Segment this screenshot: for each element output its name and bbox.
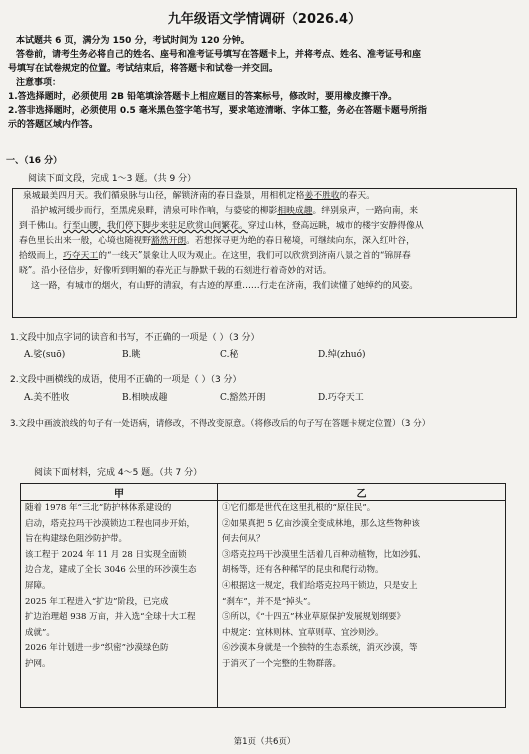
material-a: 随着 1978 年“三北”防护林体系建设的 启动，塔克拉玛干沙漠锁边工程也同步开始， 旨在构建绿色阻沙防护带。 该工程于 2024 年 11 月 28 日实现全面锁 边合龙，建成了全长 3046 公里的环沙漠生态 屏障。 2025 年工程进入“扩边”阶段，已完成 扩边治理超 938 万亩，并入选“全球十大工程 成就”。 2026 年计划进一步“织密”沙漠绿色防 护网。 [21, 501, 218, 708]
idiom-underlined: 豁然开朗 [150, 236, 187, 246]
passage-line: 拾级而上，巧夺天工的“一线天”景象让人叹为观止。在这里，我们可以欣赏到济南八景之首的“锦屏春 [19, 251, 411, 261]
idiom-underlined: 姜不胜收 [304, 191, 340, 201]
intro-line: 号填写在试卷规定的位置。考试结束后，将答题卡和试卷一并交回。 [8, 64, 279, 74]
passage-line: 沿护城河缓步而行，至黑虎泉畔，清泉可咔作响，与婆娑的柳影相映成趣。绊别泉声，一路向南，来 [31, 206, 419, 216]
q1-option-c[interactable]: C.秘 [220, 350, 239, 360]
question-2: 2.文段中画横线的成语，使用不正确的一项是（ ）（3 分） [10, 375, 242, 385]
idiom-underlined: 巧夺天工 [63, 251, 99, 261]
page-footer: 第1页（共6页） [233, 737, 296, 747]
question-1: 1.文段中加点字词的读音和书写，不正确的一项是（ ）（3 分） [10, 333, 260, 343]
passage-line: 晓”。沿小径信步，好像听到明媚的春光正与静默千载的石刻进行着奇妙的对话。 [19, 266, 332, 276]
passage-line: 到千佛山。行至山腰，我们停下脚步来驻足欣赏山间繁花。穿过山林，登高远眺，城市的楼宇安静得像从 [19, 221, 424, 231]
reading1-heading: 阅读下面文段，完成 1～3 题。（共 9 分） [28, 174, 197, 184]
q1-option-a[interactable]: A.娑(suō) [24, 350, 66, 360]
materials-table [20, 483, 506, 708]
intro-line: 示的答题区域内作答。 [8, 120, 99, 130]
intro-line: 本试题共 6 页，满分为 150 分，考试时间为 120 分钟。 [16, 36, 250, 46]
page-title: 九年级语文学情调研（2026.4） [167, 12, 362, 27]
column-b-header: 乙 [218, 484, 506, 501]
q2-option-c[interactable]: C.豁然开朗 [220, 393, 266, 403]
notice-heading: 注意事项： [16, 78, 62, 88]
q1-option-d[interactable]: D.绰(zhuó) [318, 350, 366, 360]
material-b: ①它们都是世代在这里扎根的“原住民”。 ②如果真把 5 亿亩沙漠全变成林地，那么这些物种该 何去何从？ ③塔克拉玛干沙漠里生活着几百种动植物，比如沙狐、 胡杨等，还有各种稀罕的昆虫和爬行动物。 ④根据这一规定，我们给塔克拉玛干锁边，只是安上 “刹车”，并不是“掉头”。 ⑤所以，《“十四五”林业草原保护发展规划纲要》 中规定：宜林则林、宜草则草、宜沙则沙。 ⑥沙漠本身就是一个独特的生态系统，消灭沙漠，等 于消灭了一个完整的生物群落。 [218, 501, 506, 708]
passage-line: 泉城最美四月天。我们循泉脉与山径，解锁济南的春日盎景，用相机定格姜不胜收的春天。 [23, 191, 375, 201]
wavy-sentence: 行至山腰，我们停下脚步来驻足欣赏山间繁花。 [63, 221, 248, 231]
idiom-underlined: 相映成趣 [277, 206, 313, 216]
column-a-header: 甲 [21, 484, 218, 501]
reading2-heading: 阅读下面材料，完成 4～5 题。（共 7 分） [34, 468, 203, 478]
intro-line: 2.答非选择题时，必须使用 0.5 毫米黑色签字笔书写，要求笔迹清晰、字体工整，务必在答题卡题号所指 [8, 106, 427, 116]
q1-options [24, 347, 416, 360]
passage-line: 春色里长出来一般，心境也随视野豁然开朗。若想探寻更为绝的春日秘境，可继续向东，深入红叶谷， [19, 236, 415, 246]
q1-option-b[interactable]: B.眺 [122, 350, 141, 360]
section-label: 一、（16 分） [6, 156, 63, 166]
intro-line: 答卷前，请考生务必将自己的姓名、座号和准考证号填写在答题卡上，并将考点、姓名、准考证号和座 [16, 50, 422, 60]
reading1-passage [12, 188, 517, 318]
intro-block [8, 34, 523, 132]
q2-option-a[interactable]: A.美不胜收 [24, 393, 70, 403]
q2-option-d[interactable]: D.巧夺天工 [318, 393, 364, 403]
q2-options [24, 390, 416, 403]
q2-option-b[interactable]: B.相映成趣 [122, 393, 168, 403]
passage-line: 这一路，有城市的烟火，有山野的清寂，有古迹的厚重……行走在济南，我们读懂了她绰约的风姿。 [31, 281, 419, 291]
intro-line: 1.答选择题时，必须使用 2B 铅笔填涂答题卡上相应题目的答案标号，修改时，要用橡皮擦干净。 [8, 92, 398, 102]
question-3: 3.文段中画波浪线的句子有一处语病，请修改，不得改变原意。（将修改后的句子写在答题卡规定位置）（3 分） [10, 419, 431, 429]
